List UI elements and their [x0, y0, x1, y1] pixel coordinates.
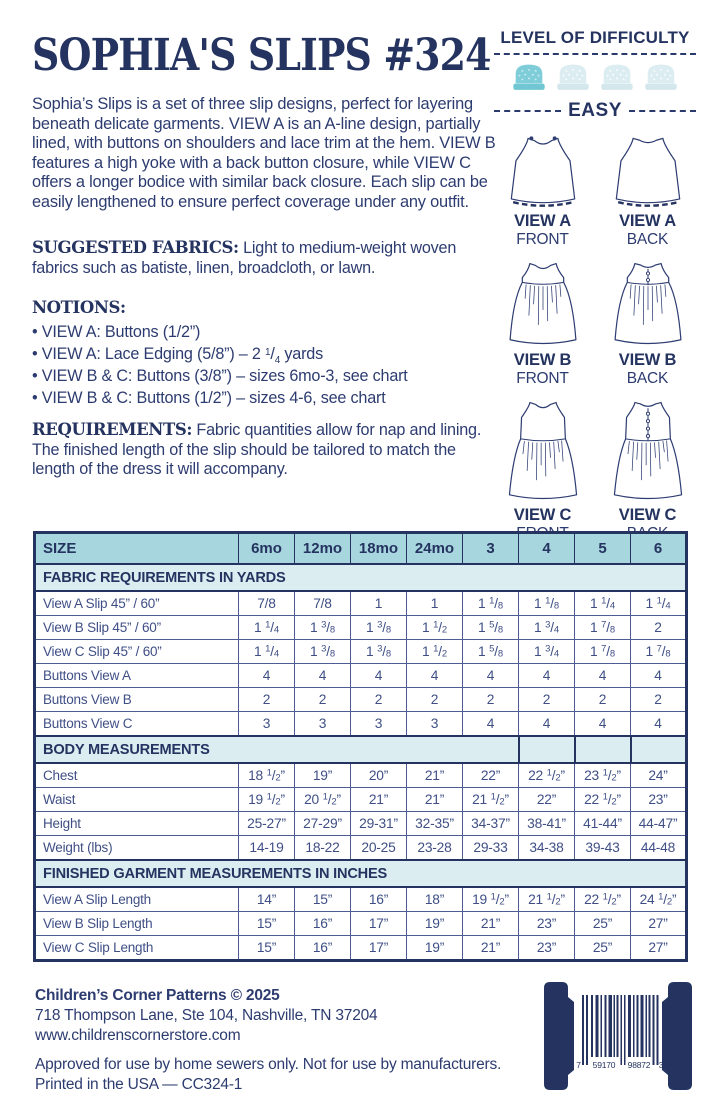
table-cell: 1 $^5/_8$	[463, 640, 519, 664]
table-header-row	[35, 533, 687, 565]
barcode-digit: 3	[658, 1060, 664, 1070]
spool-left-flange	[544, 982, 574, 1090]
table-cell: 23”	[631, 788, 687, 812]
table-cell: 20-25	[351, 836, 407, 861]
view-a-row	[494, 130, 696, 249]
view-variant-label: BACK	[626, 231, 669, 248]
masthead	[32, 30, 498, 212]
size-header-cell: 6mo	[239, 533, 295, 565]
table-cell: 21”	[407, 763, 463, 788]
size-header-cell: 24mo	[407, 533, 463, 565]
table-cell: 19”	[295, 763, 351, 788]
table-cell: 16”	[295, 936, 351, 961]
table-cell: 2	[631, 688, 687, 712]
view-a-back-figure	[599, 130, 696, 249]
table-cell: 1 $^1/_2$	[407, 616, 463, 640]
row-label-cell: View C Slip 45” / 60”	[35, 640, 239, 664]
table-row	[35, 591, 687, 616]
table-cell: 3	[407, 712, 463, 737]
view-b-back-figure	[599, 257, 696, 388]
view-a-back-illustration	[607, 130, 689, 212]
view-b-front-figure	[494, 257, 591, 388]
table-cell: 38-41”	[519, 812, 575, 836]
difficulty-level-label: EASY	[568, 100, 622, 121]
table-cell: 3	[239, 712, 295, 737]
table-cell: 25”	[575, 912, 631, 936]
table-cell: 29-33	[463, 836, 519, 861]
notion-item: • VIEW A: Lace Edging (5/8”) – 2 $^1/_4$ yards	[32, 344, 494, 365]
view-b-back-illustration	[605, 257, 691, 351]
view-variant-label: FRONT	[516, 370, 569, 387]
difficulty-thimble-rating	[494, 61, 696, 94]
table-cell: 1 $^1/_8$	[463, 591, 519, 616]
page-title: SOPHIA'S SLIPS #324	[32, 30, 491, 81]
suggested-fabrics-section	[32, 238, 494, 278]
requirements-section	[32, 420, 494, 480]
table-cell: 1 $^1/_2$	[407, 640, 463, 664]
table-cell: 4	[631, 664, 687, 688]
table-cell: 1 $^1/_4$	[239, 616, 295, 640]
table-cell: 4	[519, 664, 575, 688]
view-label: VIEW A	[619, 212, 676, 230]
table-cell: 4	[239, 664, 295, 688]
table-cell: 19 $^1/_2$”	[239, 788, 295, 812]
view-variant-label: BACK	[626, 370, 669, 387]
table-section-row	[35, 736, 687, 763]
suggested-fabrics-heading: SUGGESTED FABRICS:	[32, 238, 239, 257]
view-c-front-figure	[494, 396, 591, 543]
dashed-divider	[494, 53, 696, 55]
table-cell: 1 $^1/_4$	[239, 640, 295, 664]
table-cell: 17”	[351, 936, 407, 961]
table-cell: 19 $^1/_2$”	[463, 887, 519, 912]
table-cell: 22 $^1/_2$”	[575, 788, 631, 812]
view-label: VIEW C	[513, 506, 572, 524]
table-cell: 24”	[631, 763, 687, 788]
dashed-divider	[494, 110, 561, 112]
table-cell: 29-31”	[351, 812, 407, 836]
size-header-cell: 4	[519, 533, 575, 565]
thimble-icon	[642, 61, 680, 94]
size-header-cell: 6	[631, 533, 687, 565]
table-row	[35, 836, 687, 861]
table-cell: 1 $^3/_8$	[295, 616, 351, 640]
table-cell: 1 $^3/_4$	[519, 616, 575, 640]
table-cell: 27-29”	[295, 812, 351, 836]
table-cell: 22”	[463, 763, 519, 788]
table-cell: 34-37”	[463, 812, 519, 836]
table-cell: 21”	[463, 912, 519, 936]
view-label: VIEW B	[513, 351, 572, 369]
table-cell: 1	[351, 591, 407, 616]
table-cell: 22”	[519, 788, 575, 812]
view-label: VIEW C	[618, 506, 677, 524]
table-row	[35, 936, 687, 961]
notion-item: • VIEW B & C: Buttons (3/8”) – sizes 6mo-3, see chart	[32, 366, 494, 387]
table-cell: 1 $^5/_8$	[463, 616, 519, 640]
table-cell: 14-19	[239, 836, 295, 861]
row-label-cell: View A Slip 45” / 60”	[35, 591, 239, 616]
table-section-empty-cell	[519, 736, 575, 763]
table-row	[35, 664, 687, 688]
table-cell: 21”	[463, 936, 519, 961]
row-label-cell: View B Slip Length	[35, 912, 239, 936]
table-section-empty-cell	[631, 736, 687, 763]
table-section-row	[35, 564, 687, 591]
size-header-cell: 18mo	[351, 533, 407, 565]
view-label: VIEW B	[618, 351, 677, 369]
view-c-back-illustration	[605, 396, 691, 506]
notion-item: • VIEW B & C: Buttons (1/2”) – sizes 4-6, see chart	[32, 388, 494, 409]
table-cell: 7/8	[239, 591, 295, 616]
table-cell: 20 $^1/_2$”	[295, 788, 351, 812]
table-cell: 1 $^3/_8$	[295, 640, 351, 664]
spool-right-flange	[662, 982, 692, 1090]
table-cell: 2	[295, 688, 351, 712]
table-cell: 4	[575, 712, 631, 737]
table-row	[35, 788, 687, 812]
size-header-cell: 5	[575, 533, 631, 565]
table-cell: 1 $^1/_4$	[575, 591, 631, 616]
difficulty-title: LEVEL OF DIFFICULTY	[500, 28, 690, 47]
table-cell: 22 $^1/_2$”	[575, 887, 631, 912]
difficulty-level-row	[494, 100, 696, 122]
table-cell: 4	[463, 712, 519, 737]
table-section-header: FABRIC REQUIREMENTS IN YARDS	[35, 564, 687, 591]
intro-text: Sophia’s Slips is a set of three slip designs, perfect for layering beneath delicate garments. VIEW A is an A-line design, partially lined, with buttons on shoulders and lace trim at the hem. VIEW B features a high yoke with a back button closure, while VIEW C offers a longer bodice with similar back closure. Each slip can be easily lengthened to ensure perfect coverage under any outfit.	[32, 95, 496, 211]
table-cell: 2	[519, 688, 575, 712]
barcode-digit: 98872	[627, 1060, 651, 1070]
table-cell: 24 $^1/_2$”	[631, 887, 687, 912]
table-row	[35, 688, 687, 712]
table-cell: 3	[295, 712, 351, 737]
company-website: www.childrenscornerstore.com	[35, 1027, 241, 1044]
table-cell: 25-27”	[239, 812, 295, 836]
thimble-icon	[510, 61, 548, 94]
view-b-front-illustration	[500, 257, 586, 351]
table-cell: 21 $^1/_2$”	[519, 887, 575, 912]
table-cell: 4	[575, 664, 631, 688]
row-label-cell: Buttons View C	[35, 712, 239, 737]
dashed-divider	[629, 110, 696, 112]
table-cell: 41-44”	[575, 812, 631, 836]
table-cell: 44-47”	[631, 812, 687, 836]
table-cell: 25”	[575, 936, 631, 961]
view-a-front-illustration	[502, 130, 584, 212]
table-cell: 4	[295, 664, 351, 688]
size-column-header: SIZE	[35, 533, 239, 565]
row-label-cell: Weight (lbs)	[35, 836, 239, 861]
table-row	[35, 712, 687, 737]
table-cell: 14”	[239, 887, 295, 912]
table-cell: 23 $^1/_2$”	[575, 763, 631, 788]
table-cell: 1 $^7/_8$	[575, 640, 631, 664]
table-cell: 1 $^3/_8$	[351, 616, 407, 640]
row-label-cell: Buttons View A	[35, 664, 239, 688]
table-cell: 27”	[631, 936, 687, 961]
approval-text: Approved for use by home sewers only. Not for use by manufacturers.	[35, 1056, 502, 1073]
table-cell: 21”	[351, 788, 407, 812]
barcode-digit: 59170	[592, 1060, 616, 1070]
table-cell: 18-22	[295, 836, 351, 861]
table-cell: 16”	[295, 912, 351, 936]
table-cell: 1	[407, 591, 463, 616]
table-cell: 4	[351, 664, 407, 688]
table-cell: 19”	[407, 912, 463, 936]
view-label: VIEW A	[514, 212, 571, 230]
view-a-front-figure	[494, 130, 591, 249]
size-header-cell: 12mo	[295, 533, 351, 565]
notions-list	[32, 322, 494, 409]
view-b-row	[494, 257, 696, 388]
footer	[35, 986, 690, 1095]
requirements-text: Fabric quantities allow for nap and lining. The finished length of the slip should be tailored to match the length of the dress it will accompany.	[32, 421, 482, 478]
table-cell: 20”	[351, 763, 407, 788]
table-section-header: FINISHED GARMENT MEASUREMENTS IN INCHES	[35, 860, 687, 887]
table-cell: 3	[351, 712, 407, 737]
table-cell: 4	[463, 664, 519, 688]
table-cell: 4	[519, 712, 575, 737]
notions-heading: NOTIONS:	[32, 298, 126, 317]
row-label-cell: Buttons View B	[35, 688, 239, 712]
table-cell: 2	[575, 688, 631, 712]
table-cell: 1 $^1/_8$	[519, 591, 575, 616]
size-header-cell: 3	[463, 533, 519, 565]
row-label-cell: View C Slip Length	[35, 936, 239, 961]
table-cell: 15”	[239, 912, 295, 936]
table-cell: 2	[463, 688, 519, 712]
table-cell: 21”	[407, 788, 463, 812]
table-section-row	[35, 860, 687, 887]
table-cell: 1 $^1/_4$	[631, 591, 687, 616]
barcode-digit: 7	[576, 1060, 581, 1070]
table-section-header: BODY MEASUREMENTS	[35, 736, 519, 763]
table-cell: 1 $^3/_8$	[351, 640, 407, 664]
barcode-bars	[582, 995, 659, 1065]
table-cell: 23-28	[407, 836, 463, 861]
requirements-heading: REQUIREMENTS:	[32, 420, 193, 439]
table-cell: 17”	[351, 912, 407, 936]
table-cell: 15”	[239, 936, 295, 961]
row-label-cell: View A Slip Length	[35, 887, 239, 912]
row-label-cell: Chest	[35, 763, 239, 788]
table-cell: 2	[239, 688, 295, 712]
company-address: 718 Thompson Lane, Ste 104, Nashville, TN 37204	[35, 1007, 378, 1024]
table-row	[35, 763, 687, 788]
view-c-back-figure	[599, 396, 696, 543]
table-cell: 1 $^7/_8$	[575, 616, 631, 640]
table-cell: 2	[407, 688, 463, 712]
table-cell: 2	[351, 688, 407, 712]
thimble-icon	[598, 61, 636, 94]
notions-section	[32, 298, 494, 410]
view-c-row	[494, 396, 696, 543]
difficulty-and-views-column	[494, 28, 696, 543]
table-cell: 19”	[407, 936, 463, 961]
table-cell: 39-43	[575, 836, 631, 861]
table-cell: 18 $^1/_2$”	[239, 763, 295, 788]
table-row	[35, 812, 687, 836]
table-cell: 34-38	[519, 836, 575, 861]
table-cell: 1 $^3/_4$	[519, 640, 575, 664]
table-cell: 16”	[351, 887, 407, 912]
table-cell: 23”	[519, 936, 575, 961]
table-row	[35, 887, 687, 912]
table-cell: 27”	[631, 912, 687, 936]
table-cell: 15”	[295, 887, 351, 912]
table-cell: 23”	[519, 912, 575, 936]
row-label-cell: View B Slip 45” / 60”	[35, 616, 239, 640]
table-cell: 44-48	[631, 836, 687, 861]
table-cell: 21 $^1/_2$”	[463, 788, 519, 812]
table-cell: 32-35”	[407, 812, 463, 836]
row-label-cell: Waist	[35, 788, 239, 812]
table-cell: 7/8	[295, 591, 351, 616]
table-cell: 22 $^1/_2$”	[519, 763, 575, 788]
size-table-body	[35, 533, 687, 961]
notion-item: • VIEW A: Buttons (1/2”)	[32, 322, 494, 343]
suggested-fabrics-text: Light to medium-weight woven fabrics such as batiste, linen, broadcloth, or lawn.	[32, 239, 457, 277]
printed-text: Printed in the USA — CC324-1	[35, 1076, 243, 1093]
table-cell: 1 $^7/_8$	[631, 640, 687, 664]
table-cell: 4	[407, 664, 463, 688]
size-table	[33, 531, 688, 962]
table-cell: 2	[631, 616, 687, 640]
view-variant-label: FRONT	[516, 231, 569, 248]
barcode-spool	[540, 981, 696, 1091]
thimble-icon	[554, 61, 592, 94]
view-c-front-illustration	[500, 396, 586, 506]
table-cell: 4	[631, 712, 687, 737]
table-row	[35, 912, 687, 936]
table-section-empty-cell	[575, 736, 631, 763]
table-row	[35, 640, 687, 664]
table-cell: 18”	[407, 887, 463, 912]
row-label-cell: Height	[35, 812, 239, 836]
table-row	[35, 616, 687, 640]
company-name: Children’s Corner Patterns © 2025	[35, 987, 280, 1004]
